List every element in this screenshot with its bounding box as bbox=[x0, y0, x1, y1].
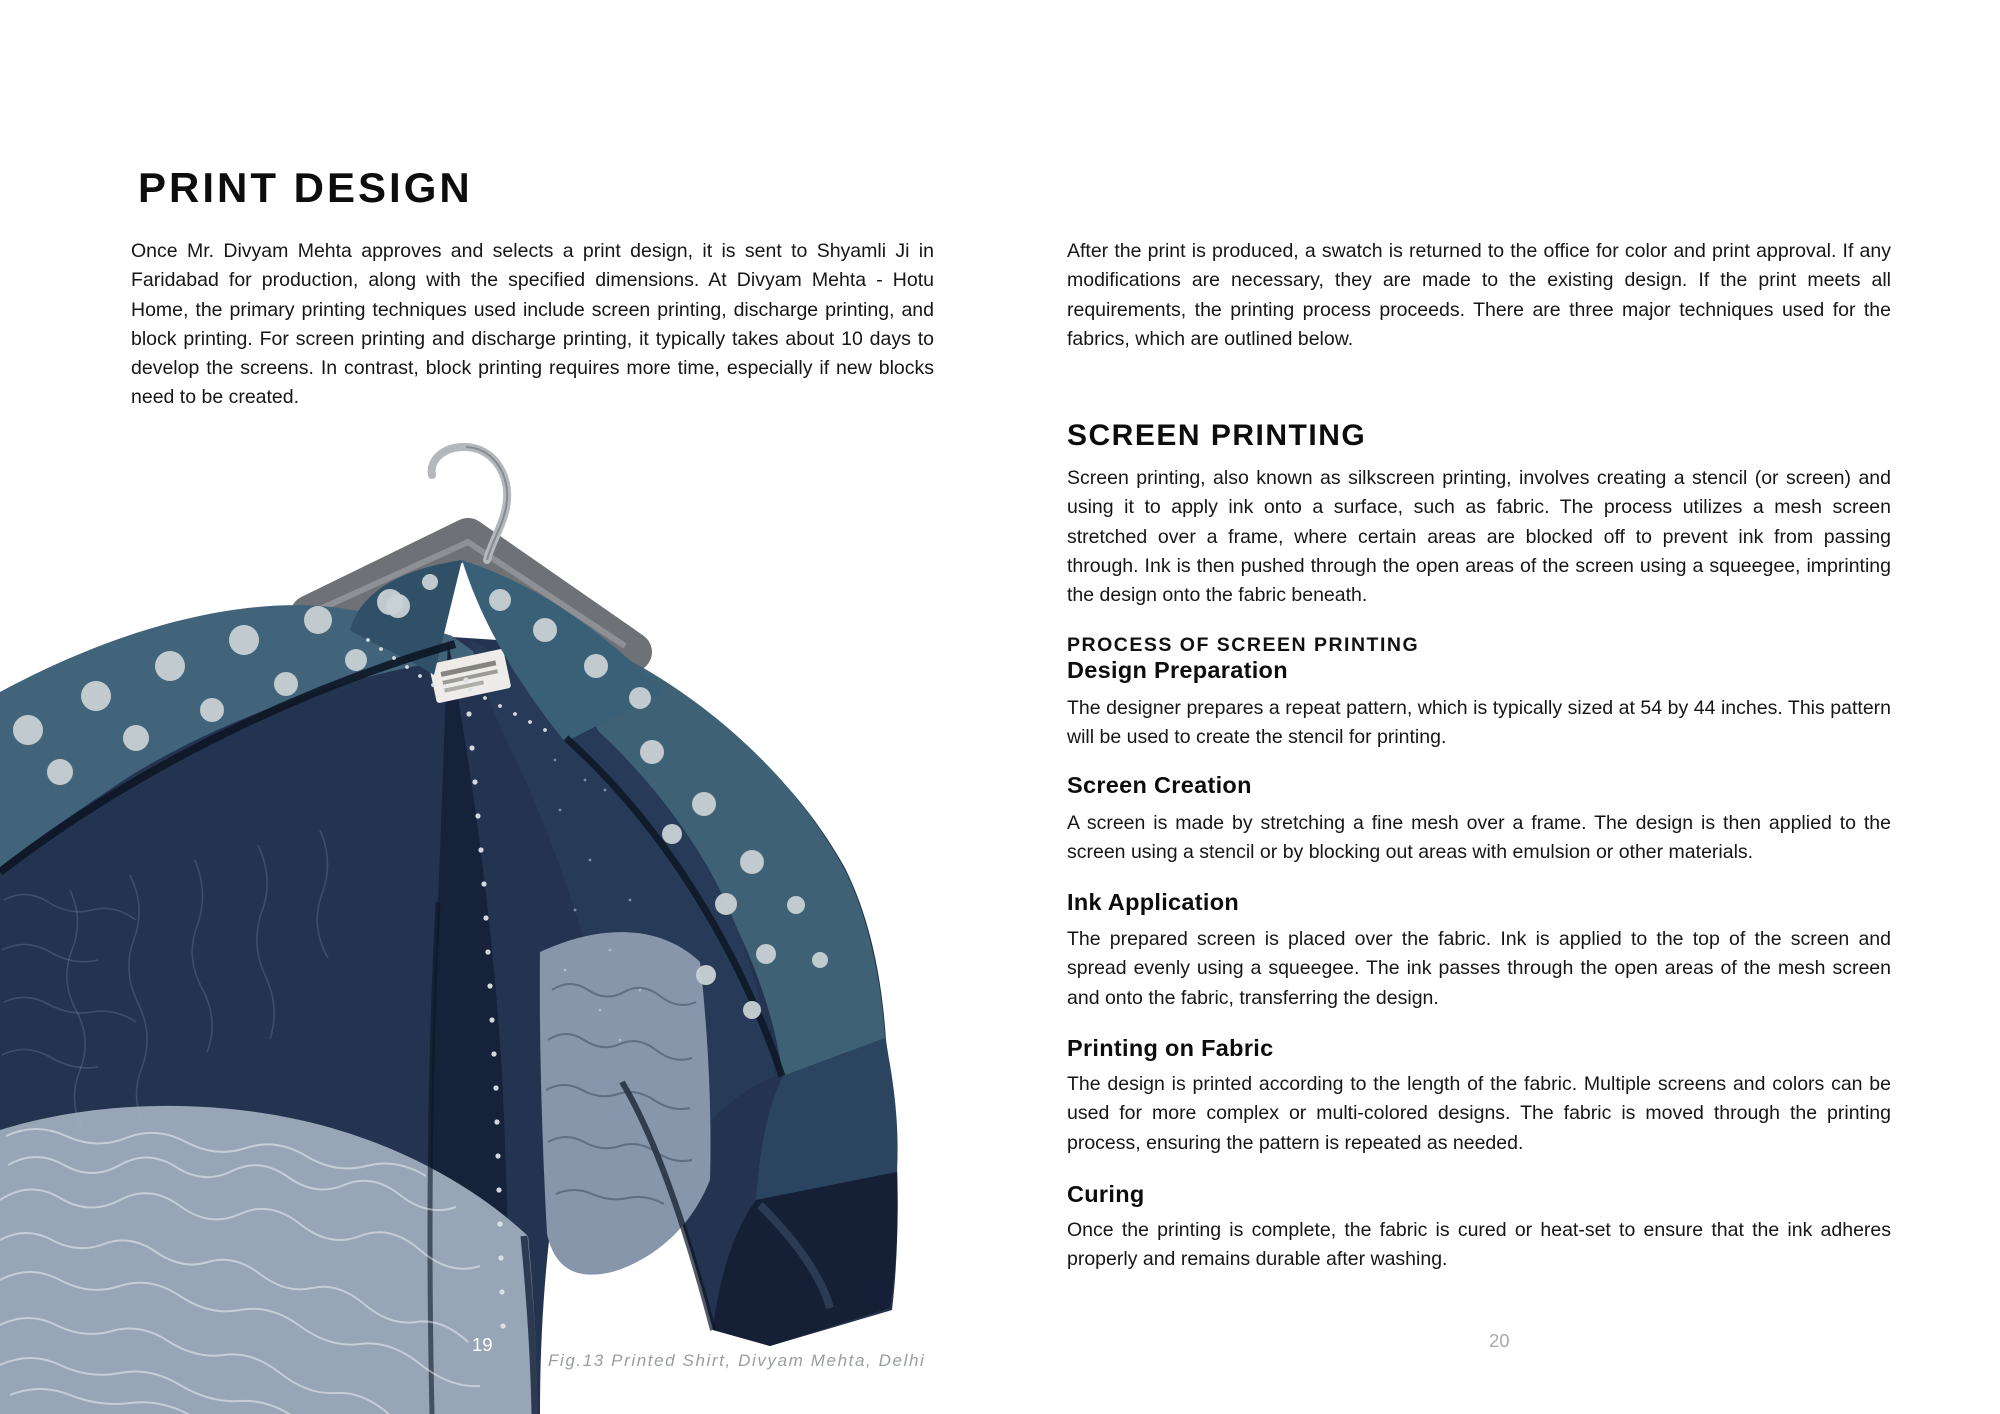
process-label: PROCESS OF SCREEN PRINTING bbox=[1067, 634, 1420, 656]
page-number-left: 19 bbox=[472, 1334, 493, 1355]
step-heading: Design Preparation bbox=[1067, 657, 1288, 683]
page-number-right: 20 bbox=[1489, 1330, 1510, 1351]
step-body: The prepared screen is placed over the fabric. Ink is applied to the top of the screen and spread evenly using a squeegee. The ink passes through the open areas of the mesh screen and onto the fabric, transferring the design. bbox=[1067, 928, 1891, 1009]
figure-caption: Fig.13 Printed Shirt, Divyam Mehta, Delhi bbox=[548, 1351, 926, 1370]
step-heading: Ink Application bbox=[1067, 889, 1240, 915]
step-body: Once the printing is complete, the fabric is cured or heat-set to ensure that the ink adheres properly and remains durable after washing. bbox=[1067, 1219, 1891, 1271]
step-heading: Screen Creation bbox=[1067, 772, 1252, 798]
page-title: PRINT DESIGN bbox=[138, 164, 473, 211]
intro-paragraph-left: Once Mr. Divyam Mehta approves and selects a print design, it is sent to Shyamli Ji in Faridabad for production, along with the specified dimensions. At Divyam Mehta - Hotu Home, the primary printing techniques used include screen printing, discharge printing, and block printing. For screen printing and discharge printing, it typically takes about 10 days to develop the screens. In contrast, block printing requires more time, especially if new blocks need to be created. bbox=[131, 240, 934, 409]
section-title: SCREEN PRINTING bbox=[1067, 419, 1367, 452]
step-body: A screen is made by stretching a fine mesh over a frame. The design is then applied to the screen using a stencil or by blocking out areas with emulsion or other materials. bbox=[1067, 812, 1891, 864]
section-intro: Screen printing, also known as silkscreen printing, involves creating a stencil (or screen) and using it to apply ink onto a surface, such as fabric. The process utilizes a mesh screen stretched over a frame, where certain areas are blocked off to prevent ink from passing through. Ink is then pushed through the open areas of the screen using a squeegee, imprinting the design onto the fabric beneath. bbox=[1067, 467, 1891, 607]
step-heading: Curing bbox=[1067, 1181, 1145, 1207]
step-heading: Printing on Fabric bbox=[1067, 1035, 1274, 1061]
step-body: The designer prepares a repeat pattern, which is typically sized at 54 by 44 inches. This pattern will be used to create the stencil for printing. bbox=[1067, 697, 1891, 749]
intro-paragraph-right: After the print is produced, a swatch is returned to the office for color and print approval. If any modifications are necessary, they are made to the existing design. If the print meets all requirements, the printing process proceeds. There are three major techniques used for the fabrics, which are outlined below. bbox=[1067, 240, 1891, 350]
step-body: The design is printed according to the length of the fabric. Multiple screens and colors can be used for more complex or multi-colored designs. The fabric is moved through the printing process, ensuring the pattern is repeated as needed. bbox=[1067, 1073, 1891, 1154]
printed-shirt-photo bbox=[0, 430, 1000, 1414]
